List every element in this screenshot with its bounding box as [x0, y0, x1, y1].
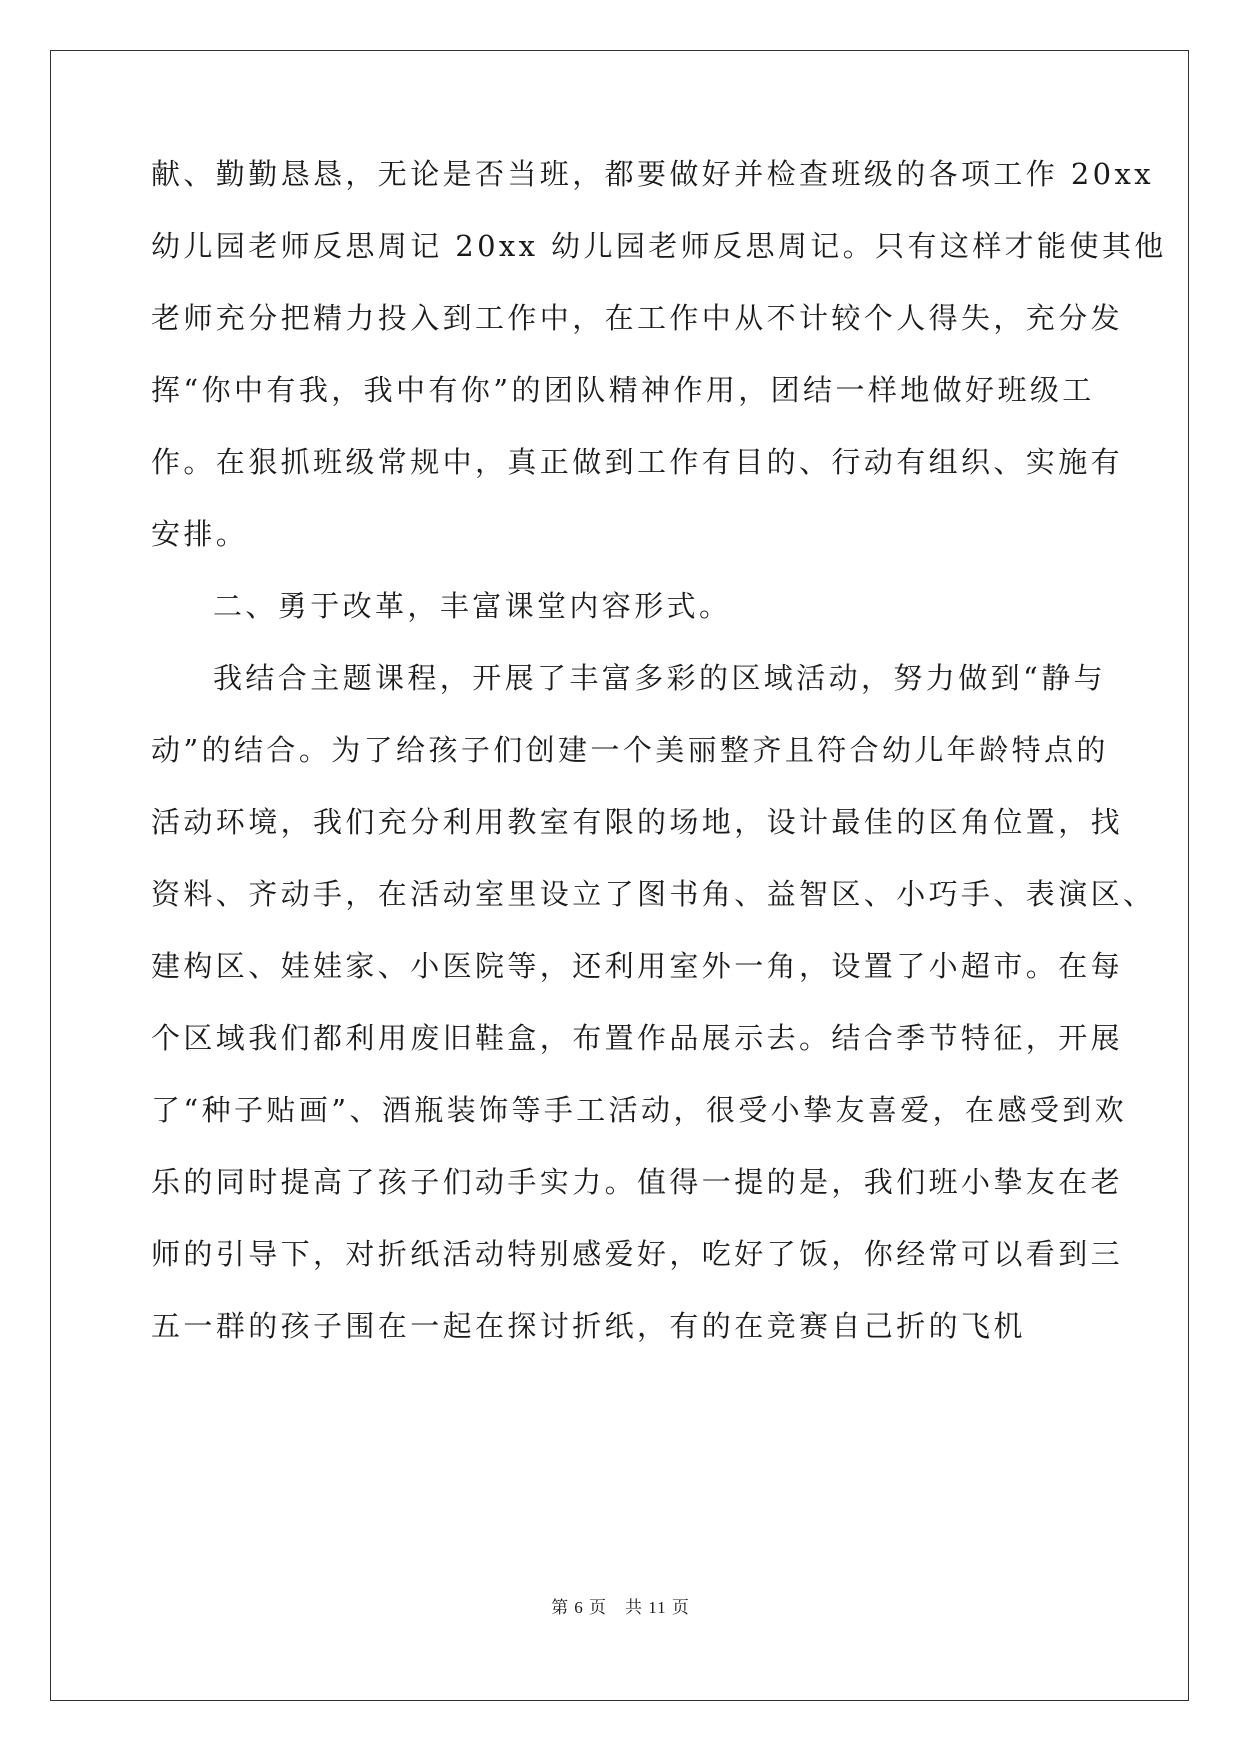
body-text-line: 乐的同时提高了孩子们动手实力。值得一提的是，我们班小挚友在老 [151, 1165, 1124, 1199]
body-text-line: 安排。 [151, 517, 249, 551]
body-text-line: 作。在狠抓班级常规中，真正做到工作有目的、行动有组织、实施有 [151, 445, 1124, 479]
body-text-line: 动”的结合。为了给孩子们创建一个美丽整齐且符合幼儿年龄特点的 [151, 733, 1109, 767]
body-text-line: 建构区、娃娃家、小医院等，还利用室外一角，设置了小超市。在每 [151, 949, 1124, 983]
body-text-line: 五一群的孩子围在一起在探讨折纸，有的在竞赛自己折的飞机 [151, 1309, 1026, 1343]
body-text-line: 老师充分把精力投入到工作中，在工作中从不计较个人得失，充分发 [151, 301, 1124, 335]
section-heading: 二、勇于改革，丰富课堂内容形式。 [213, 589, 732, 623]
body-text-line: 活动环境，我们充分利用教室有限的场地，设计最佳的区角位置，找 [151, 805, 1124, 839]
page-number-footer: 第 6 页 共 11 页 [551, 1598, 690, 1617]
body-text-line: 了“种子贴画”、酒瓶装饰等手工活动，很受小挚友喜爱，在感受到欢 [151, 1093, 1128, 1127]
body-text-line: 献、勤勤恳恳，无论是否当班，都要做好并检查班级的各项工作 20xx [151, 157, 1155, 191]
body-text-line: 资料、齐动手，在活动室里设立了图书角、益智区、小巧手、表演区、 [151, 877, 1156, 911]
body-text-line: 个区域我们都利用废旧鞋盒，布置作品展示去。结合季节特征，开展 [151, 1021, 1124, 1055]
body-text-line: 挥“你中有我，我中有你”的团队精神作用，团结一样地做好班级工 [151, 373, 1095, 407]
body-text-line: 我结合主题课程，开展了丰富多彩的区域活动，努力做到“静与 [213, 661, 1107, 695]
body-text-line: 师的引导下，对折纸活动特别感爱好，吃好了饭，你经常可以看到三 [151, 1237, 1124, 1271]
body-text-line: 幼儿园老师反思周记 20xx 幼儿园老师反思周记。只有这样才能使其他 [151, 229, 1167, 263]
